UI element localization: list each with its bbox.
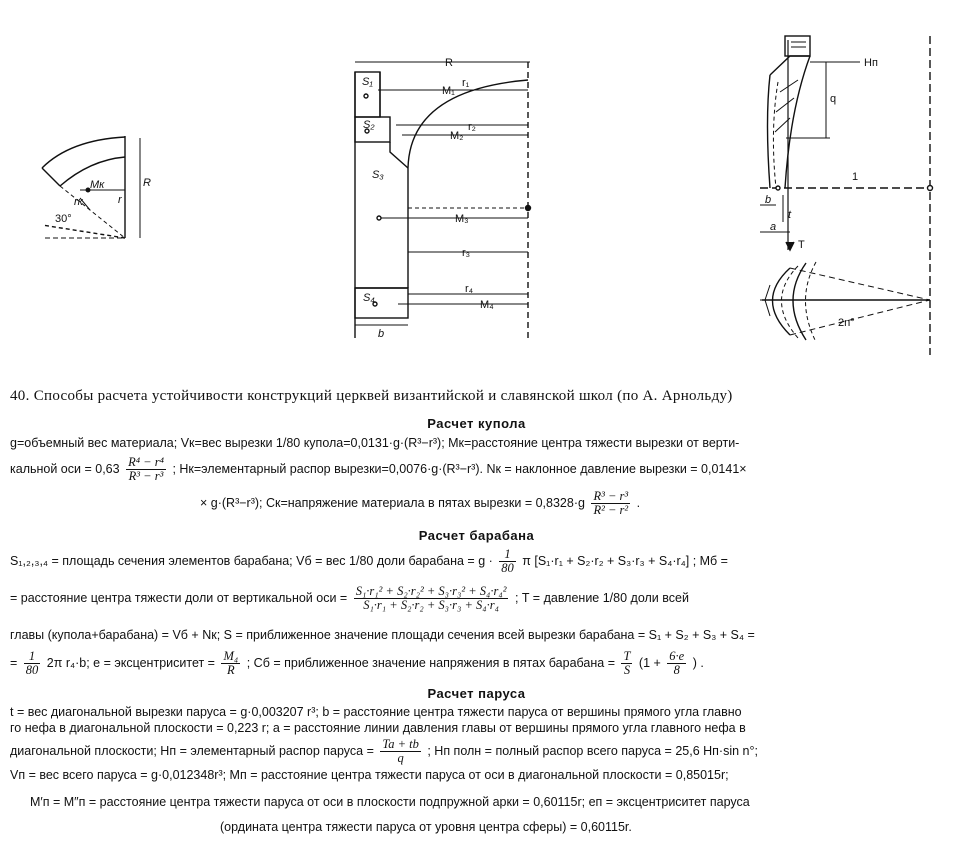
fig1-label-rk: rк bbox=[74, 196, 83, 208]
section-title-dome: Расчет купола bbox=[427, 416, 526, 431]
fig2-label-b: b bbox=[378, 328, 385, 340]
fig3-label-b: b bbox=[765, 194, 772, 206]
drum-line-3: главы (купола+барабана) = Vб + Nк; S = приближенное значение площади сечения всей вырезки барабана = S₁ + S₂ + S₃ + S₄ = bbox=[10, 628, 755, 642]
figure-caption: 40. Способы расчета устойчивости конструкций церквей византийской и славянской школ (по А. Арнольду) bbox=[10, 388, 733, 404]
drum-fraction-3-den: 80 bbox=[25, 663, 39, 677]
sail-line-3-b: ; Hп полн = полный распор всего паруса = 25,6 Hп·sin n°; bbox=[427, 743, 758, 758]
dome-fraction-1 bbox=[126, 456, 166, 483]
dome-fraction-1-den: R³ − r³ bbox=[128, 469, 164, 483]
fig2-label-S1: S₁ bbox=[362, 76, 373, 88]
sail-fraction-1-num: Ta + tb bbox=[382, 737, 419, 751]
fig2-label-r1: r₁ bbox=[462, 77, 470, 89]
drum-fraction-5-den: S bbox=[623, 663, 631, 677]
sail-fraction-1 bbox=[380, 738, 420, 765]
fig2-label-S4: S₄ bbox=[363, 292, 375, 304]
drum-fraction-6-num: 6·e bbox=[669, 649, 685, 663]
fig1-label-Mk: Mк bbox=[90, 179, 105, 191]
dome-line-1: g=объемный вес материала; Vк=вес вырезки 1/80 купола=0,0131·g·(R³−r³); Mк=расстояние центра тяжести вырезки от верти- bbox=[10, 436, 740, 450]
drum-fraction-2-num: S₁·r₁² + S₂·r₂² + S₃·r₃² + S₄·r₄² bbox=[355, 584, 507, 598]
drum-fraction-3 bbox=[24, 650, 41, 677]
dome-line-2 bbox=[10, 456, 747, 483]
drum-fraction-3-num: 1 bbox=[24, 650, 41, 664]
drum-fraction-6-den: 8 bbox=[673, 663, 680, 677]
fig2-label-r3: r₃ bbox=[462, 247, 471, 259]
fig3-label-T: T bbox=[798, 239, 805, 251]
sail-line-4: Vп = вес всего паруса = g·0,012348r³; Mп = расстояние центра тяжести паруса от оси в диагональной плоскости = 0,85015r; bbox=[10, 768, 729, 782]
drum-line-4-d: ) . bbox=[692, 655, 704, 670]
sail-line-5: M′п = M″п = расстояние центра тяжести паруса от оси в плоскости подпружной арки = 0,60115r; eп = эксцентриситет паруса bbox=[30, 795, 750, 809]
fig2-label-M3: M₃ bbox=[455, 213, 469, 225]
drum-line-4-a: 2π r₄·b; e = эксцентриситет = bbox=[46, 655, 215, 670]
drum-fraction-6 bbox=[667, 650, 686, 677]
figure-sail-section bbox=[760, 36, 933, 355]
drum-line-4-c: (1 + bbox=[638, 655, 661, 670]
drum-fraction-1-den: 80 bbox=[501, 561, 514, 575]
figure-drum-section bbox=[355, 62, 531, 338]
fig2-label-r4: r₄ bbox=[465, 283, 474, 295]
fig2-label-M1: M₁ bbox=[442, 85, 455, 97]
drum-fraction-4-den: R bbox=[227, 663, 235, 677]
sail-fraction-1-den: q bbox=[397, 751, 404, 765]
fig2-label-r2: r₂ bbox=[468, 121, 476, 133]
dome-fraction-2 bbox=[591, 490, 630, 517]
section-title-drum: Расчет барабана bbox=[418, 528, 535, 543]
fig3-label-Hn: Hп bbox=[864, 57, 878, 69]
dome-line-3 bbox=[200, 490, 640, 517]
drum-fraction-4 bbox=[221, 650, 240, 677]
drum-line-2-a: = расстояние центра тяжести доли от вертикальной оси = bbox=[10, 590, 348, 605]
dome-line-3-a: × g·(R³−r³); Cк=напряжение материала в пятах вырезки = 0,8328·g bbox=[200, 495, 585, 510]
drum-fraction-2 bbox=[354, 585, 509, 612]
sail-line-6: (ордината центра тяжести паруса от уровня центра сферы) = 0,60115r. bbox=[220, 820, 632, 834]
dome-line-2-b: ; Hк=элементарный распор вырезки=0,0076·g·(R³−r³). Nк = наклонное давление вырезки = 0,0141× bbox=[172, 461, 747, 476]
drum-line-1 bbox=[10, 548, 728, 575]
fig3-label-t: t bbox=[788, 209, 792, 221]
drum-fraction-1 bbox=[499, 548, 516, 575]
fig1-label-R: R bbox=[143, 177, 151, 189]
dome-fraction-1-num: R⁴ − r⁴ bbox=[128, 455, 164, 469]
sail-line-2: го нефа в диагональной плоскости = 0,223 r; a = расстояние линии давления главы от вершины прямого угла главного нефа в bbox=[10, 721, 746, 735]
drum-fraction-4-num: M₄ bbox=[223, 649, 239, 663]
fig3-label-one: 1 bbox=[852, 171, 859, 183]
fig3-label-q: q bbox=[830, 93, 837, 105]
fig3-label-angle: 2n° bbox=[838, 317, 855, 329]
drum-line-1-b: π [S₁·r₁ + S₂·r₂ + S₃·r₃ + S₄·r₄] ; Mб = bbox=[522, 553, 728, 568]
drum-fraction-1-num: 1 bbox=[499, 548, 516, 562]
fig2-label-R: R bbox=[445, 57, 453, 69]
fig2-label-M4: M₄ bbox=[480, 299, 494, 311]
section-title-sail: Расчет паруса bbox=[427, 686, 526, 701]
drum-line-4 bbox=[10, 650, 704, 677]
dome-fraction-2-den: R² − r² bbox=[593, 503, 629, 517]
drum-line-4-b: ; Cб = приближенное значение напряжения в пятах барабана = bbox=[246, 655, 615, 670]
figures-area bbox=[0, 0, 953, 380]
fig2-label-S3: S₃ bbox=[372, 169, 384, 181]
dome-line-2-a: кальной оси = 0,63 bbox=[10, 461, 120, 476]
drum-fraction-2-den: S₁·r₁ + S₂·r₂ + S₃·r₃ + S₄·r₄ bbox=[363, 598, 499, 612]
fig2-label-S2: S₂ bbox=[363, 119, 375, 131]
drum-line-2 bbox=[10, 585, 689, 612]
fig1-label-r: r bbox=[118, 194, 122, 206]
drum-line-4-pre: = bbox=[10, 655, 18, 670]
drum-line-2-b: ; T = давление 1/80 доли всей bbox=[514, 590, 689, 605]
drum-fraction-5-num: T bbox=[623, 649, 631, 663]
fig3-label-a: a bbox=[770, 221, 777, 233]
fig1-label-angle: 30° bbox=[55, 213, 72, 225]
sail-line-1: t = вес диагональной вырезки паруса = g·0,003207 r³; b = расстояние центра тяжести паруса от вершины прямого угла главно bbox=[10, 705, 742, 719]
dome-fraction-2-num: R³ − r³ bbox=[593, 489, 629, 503]
dome-line-3-b: . bbox=[636, 495, 641, 510]
sail-line-3-a: диагональной плоскости; Hп = элементарный распор паруса = bbox=[10, 743, 374, 758]
sail-line-3 bbox=[10, 738, 758, 765]
fig2-label-M2: M₂ bbox=[450, 130, 464, 142]
figures-svg bbox=[0, 0, 953, 380]
drum-fraction-5 bbox=[621, 650, 632, 677]
drum-line-1-a: S₁,₂,₃,₄ = площадь сечения элементов барабана; Vб = вес 1/80 доли барабана = g · bbox=[10, 553, 493, 568]
